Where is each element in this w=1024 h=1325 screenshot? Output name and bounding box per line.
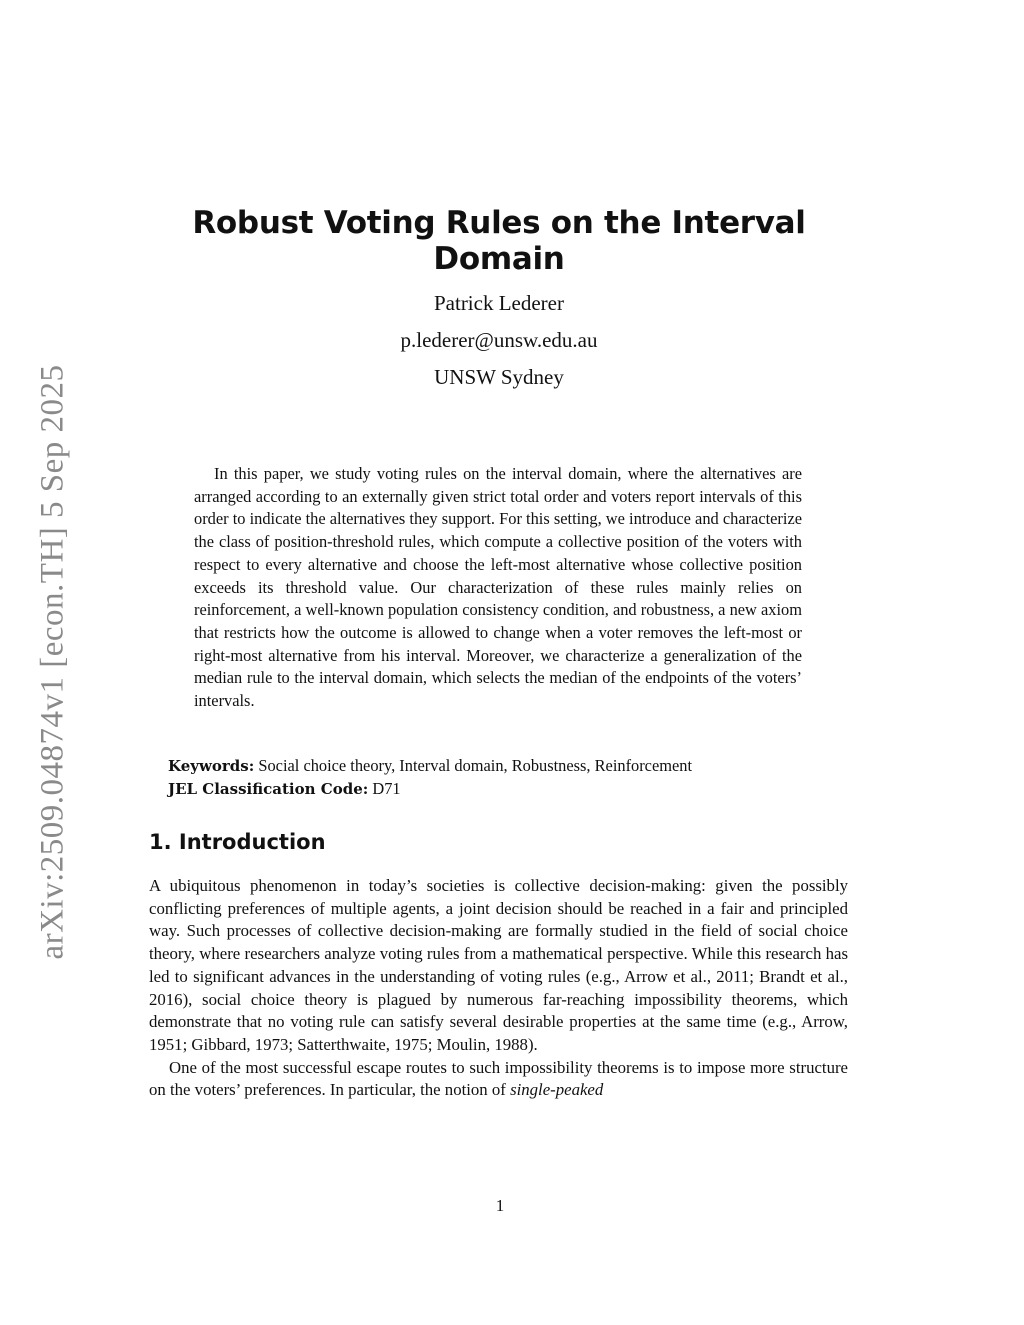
jel-line [168,778,828,801]
keywords-label: Keywords: [168,757,255,775]
page-number: 1 [495,1196,505,1215]
intro-paragraph-2-text: One of the most successful escape routes to such impossibility theorems is to impose more structure on the voters’ preferences. In particular, the notion of [149,1057,848,1100]
keywords-value: Social choice theory, Interval domain, Robustness, Reinforcement [258,756,692,775]
jel-label: JEL Classification Code: [168,779,369,798]
arxiv-identifier-stamp: arXiv:2509.04874v1 [econ.TH] 5 Sep 2025 [34,364,71,960]
keywords-block [168,755,828,800]
introduction-body [149,875,848,1102]
jel-value: D71 [372,778,401,798]
author-block [150,285,848,396]
author-affiliation: UNSW Sydney [434,365,564,389]
author-name: Patrick Lederer [433,291,564,315]
paper-title: Robust Voting Rules on the Interval Domain [192,205,806,277]
intro-paragraph-2-emphasis: single-peaked [510,1080,604,1100]
author-email: p.lederer@unsw.edu.au [400,328,598,352]
section-heading-introduction: 1. Introduction [149,830,326,854]
abstract-text: In this paper, we study voting rules on the interval domain, where the alternatives are arranged according to an externally given strict total order and voters report intervals of this order to indicate the alternatives they support. For this setting, we introduce and characterize the class of position-threshold rules, which compute a collective position of the voters with respect to every alternative and choose the left-most alternative whose collective position exceeds its threshold value. Our characterization of these rules mainly relies on reinforcement, a well-known population consistency condition, and robustness, a new axiom that restricts how the outcome is allowed to change when a voter removes the left-most or right-most alternative from his interval. Moreover, we characterize a generalization of the median rule to the interval domain, which selects the median of the endpoints of the voters’ intervals. [194,464,802,711]
keywords-line [168,755,828,778]
intro-paragraph-2 [149,1057,848,1102]
intro-paragraph-1: A ubiquitous phenomenon in today’s societies is collective decision-making: given the possibly conflicting preferences of multiple agents, a joint decision should be reached in a fair and principled way. Such processes of collective decision-making are formally studied in the field of social choice theory, where researchers analyze voting rules from a mathematical perspective. While this research has led to significant advances in the understanding of voting rules (e.g., Arrow et al., 2011; Brandt et al., 2016), social choice theory is plagued by numerous far-reaching impossibility theorems, which demonstrate that no voting rule can satisfy several desirable properties at the same time (e.g., Arrow, 1951; Gibbard, 1973; Satterthwaite, 1975; Moulin, 1988). [149,876,848,1054]
